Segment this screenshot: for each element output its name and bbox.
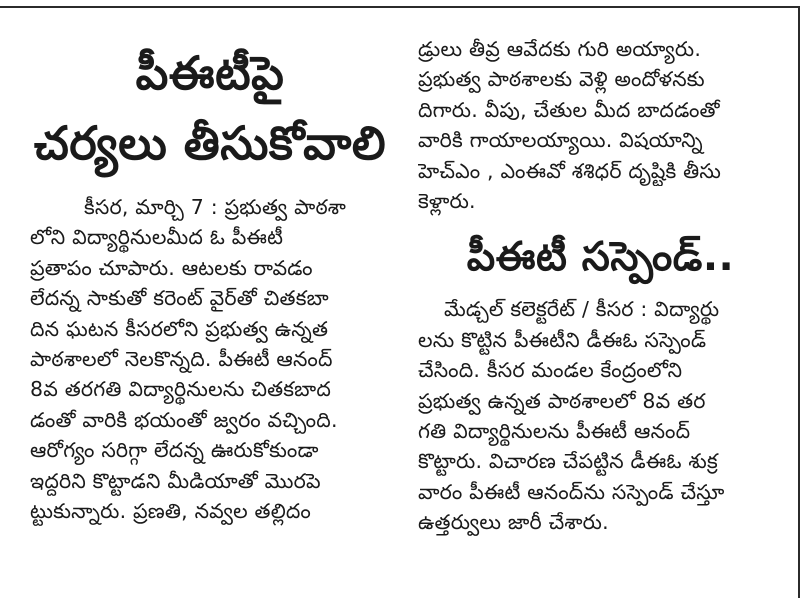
text-line: చేసింది. కీసర మండల కేంద్రంలోని <box>418 358 683 383</box>
text-line: ట్టుకున్నారు. ప్రణతి, నవ్వల తల్లిదం <box>30 499 311 524</box>
text-line: దిగారు. వీపు, చేతుల మీద బాదడంతో <box>418 97 720 122</box>
text-line: ప్రభుత్వ ఉన్నత పాఠశాలలో 8వ తర <box>418 388 706 413</box>
article-body-right-top <box>418 34 783 216</box>
text-line: హెచ్‌ఎం , ఎంఈవో శశిధర్ దృష్టికి తీసు <box>418 158 722 183</box>
headline <box>30 0 390 178</box>
text-line: గతి విద్యార్థినులను పీఈటీ ఆనంద్ <box>418 419 691 444</box>
text-line: కీసర, మార్చి 7 : ప్రభుత్వ పాఠశా <box>84 195 347 219</box>
article-body-left <box>30 192 390 526</box>
text-line: పాఠశాలలో నెలకొన్నది. పీఈటీ ఆనంద్ <box>30 347 333 372</box>
article-body-right-bottom <box>418 294 783 537</box>
text-line: 8వ తరగతి విద్యార్థినులను చితకబాద <box>30 377 331 402</box>
headline-line: చర్యలు తీసుకోవాలి <box>33 116 387 170</box>
text-line: వారం పీఈటీ ఆనంద్‌ను సస్పెండ్ చేస్తూ <box>418 479 725 504</box>
text-line: డంతో వారికి భయంతో జ్వరం వచ్చింది. <box>30 407 338 432</box>
text-line: మేడ్చల్ కలెక్టరేట్ / కీసర : విద్యార్థు <box>444 297 720 322</box>
left-column <box>30 0 390 526</box>
text-line: లను కొట్టిన పీఈటీని డీఈఓ సస్పెండ్ <box>418 327 707 352</box>
text-line: వారికి గాయాలయ్యాయి. విషయాన్ని <box>418 128 703 153</box>
right-column <box>418 0 783 538</box>
headline-line: పీఈటీపై <box>135 46 285 100</box>
text-line: ప్రభుత్వ పాఠశాలకు వెళ్లి అందోళనకు <box>418 67 705 92</box>
text-line: కొట్టారు. విచారణ చేపట్టిన డీఈఓ శుక్ర <box>418 449 718 474</box>
text-line: డ్రులు తీవ్ర ఆవేదకు గురి అయ్యారు. <box>418 37 702 61</box>
text-line: లేదన్న సాకుతో కరెంట్ వైర్‌తో చితకబా <box>30 286 329 311</box>
text-line: ఉత్తర్వులు జారీ చేశారు. <box>418 510 609 535</box>
text-line: ఇద్దరిని కొట్టాడని మీడియాతో మొరపె <box>30 468 321 493</box>
subheadline: పీఈటీ సస్పెండ్.. <box>466 234 735 281</box>
text-line: ప్రతాపం చూపారు. ఆటలకు రావడం <box>30 255 313 280</box>
text-line: లోని విద్యార్థినులమీద ఓ పీఈటీ <box>30 225 284 250</box>
text-line: ఆరోగ్యం సరిగ్గా లేదన్న ఊరుకోకుండా <box>30 438 319 463</box>
text-line: కెళ్లారు. <box>418 189 476 214</box>
text-line: దిన ఘటన కీసరలోని ప్రభుత్వ ఉన్నత <box>30 316 329 341</box>
